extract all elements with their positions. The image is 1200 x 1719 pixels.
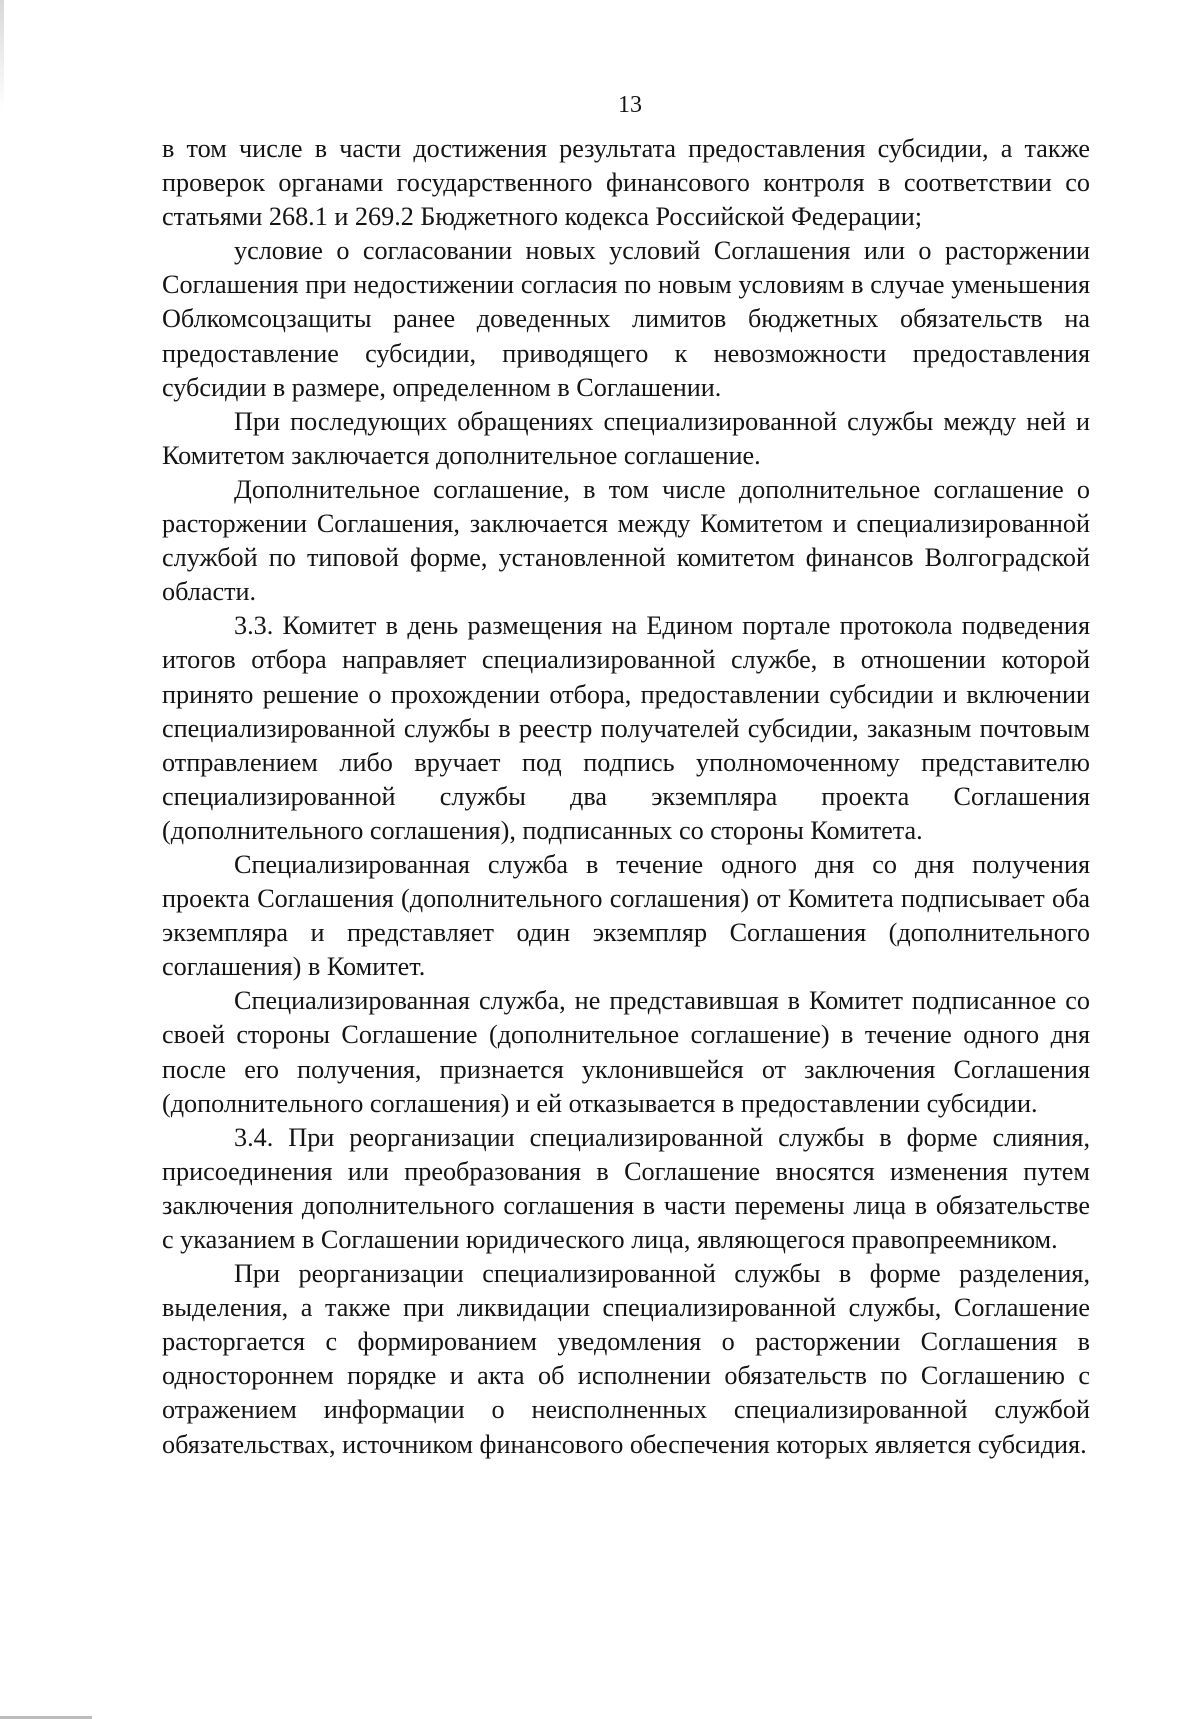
paragraph-continuation: в том числе в части достижения результата предоставления субсидии, а также проверок органами государственного финансового контроля в соответствии со статьями 268.1 и 269.2 Бюджетного кодекса Российской Федерации; xyxy=(162,134,1090,232)
paragraph-clause-3-4: 3.4. При реорганизации специализированной службы в форме слияния, присоединения или преобразования в Соглашение вносятся изменения путем заключения дополнительного соглашения в части перемены лица в обязательстве с указанием в Соглашении юридического лица, являющегося правопреемником. xyxy=(162,1122,1090,1254)
page-number: 13 xyxy=(618,92,642,118)
paragraph-clause-3-3: 3.3. Комитет в день размещения на Едином портале протокола подведения итогов отбора направляет специализированной службе, в отношении которой принято решение о прохождении отбора, предоставлении субсидии и включении специализированной службы в реестр получателей субсидии, заказным почтовым отправлением либо вручает под подпись уполномоченному представителю специализированной службы два экземпляра проекта Соглашения (дополнительного соглашения), подписанных со стороны Комитета. xyxy=(162,611,1090,845)
paragraph-termination: При реорганизации специализированной службы в форме разделения, выделения, а также при ликвидации специализированной службы, Соглашение расторгается с формированием уведомления о расторжении Соглашения в одностороннем порядке и акта об исполнении обязательств по Соглашению с отражением информации о неисполненных специализированной службой обязательствах, источником финансового обеспечения которых является субсидия. xyxy=(162,1259,1090,1459)
document-body xyxy=(162,132,1090,1462)
paragraph-signing-deadline: Специализированная служба в течение одного дня со дня получения проекта Соглашения (дополнительного соглашения) от Комитета подписывает оба экземпляра и представляет один экземпляр Соглашения (дополнительного соглашения) в Комитет. xyxy=(162,849,1090,982)
paragraph-additional-agreement: Дополнительное соглашение, в том числе дополнительное соглашение о расторжении Соглашения, заключается между Комитетом и специализированной службой по типовой форме, установленной комитетом финансов Волгоградской области. xyxy=(162,474,1090,607)
paragraph-agreement-condition: условие о согласовании новых условий Соглашения или о расторжении Соглашения при недостижении согласия по новым условиям в случае уменьшения Облкомсоцзащиты ранее доведенных лимитов бюджетных обязательств на предоставление субсидии, приводящего к невозможности предоставления субсидии в размере, определенном в Соглашении. xyxy=(162,236,1090,402)
paragraph-refusal: Специализированная служба, не представившая в Комитет подписанное со своей стороны Соглашение (дополнительное соглашение) в течение одного дня после его получения, признается уклонившейся от заключения Соглашения (дополнительного соглашения) и ей отказывается в предоставлении субсидии. xyxy=(162,986,1090,1118)
paragraph-subsequent-requests: При последующих обращениях специализированной службы между ней и Комитетом заключается дополнительное соглашение. xyxy=(162,406,1090,470)
